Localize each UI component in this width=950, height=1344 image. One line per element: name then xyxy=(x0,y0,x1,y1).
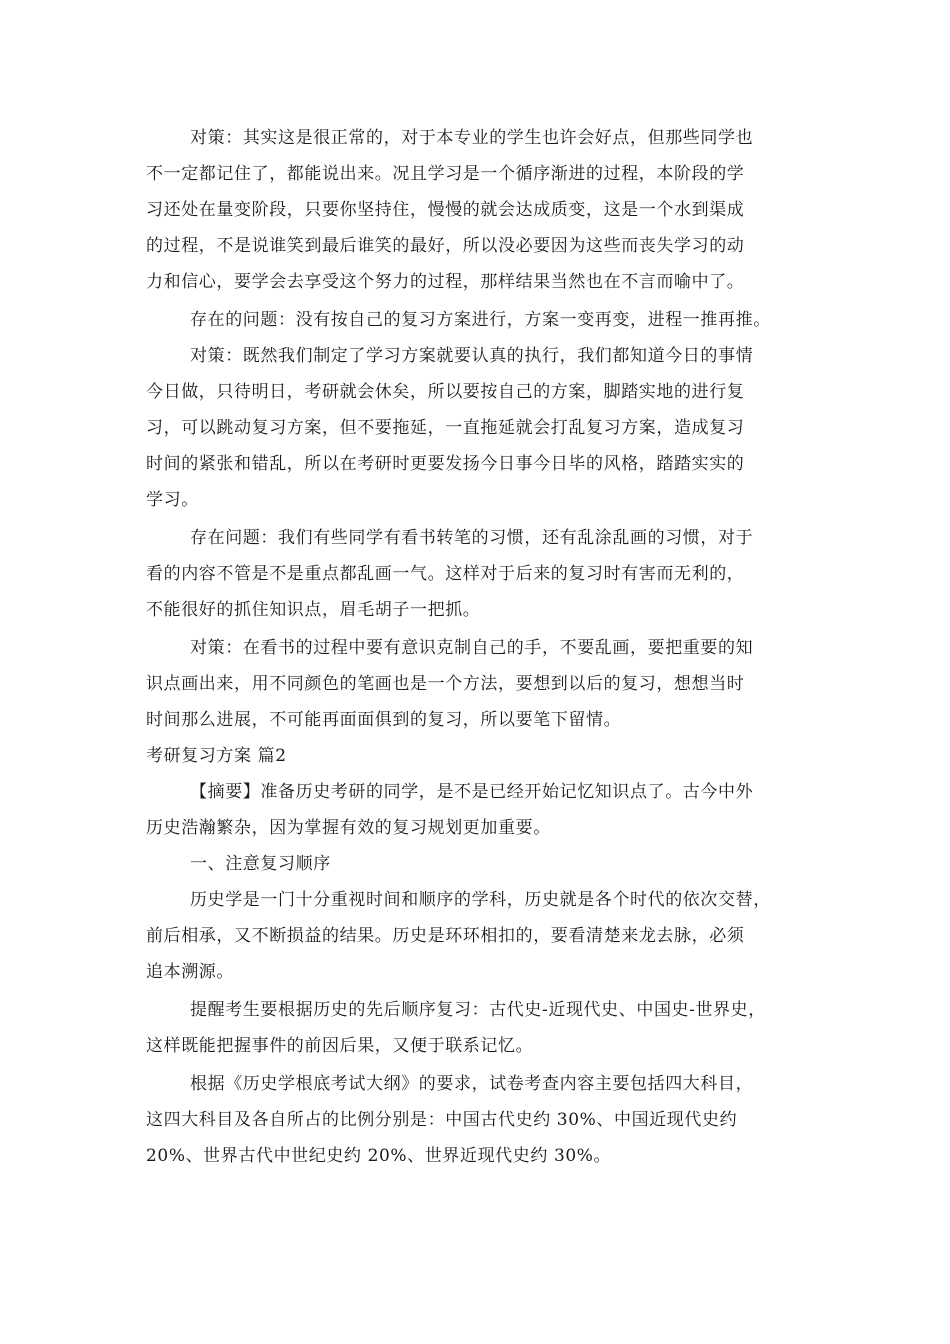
text-line: 今日做，只待明日，考研就会休矣，所以要按自己的方案，脚踏实地的进行复 xyxy=(146,382,745,402)
text-line: 时间的紧张和错乱，所以在考研时更要发扬今日事今日毕的风格，踏踏实实的 xyxy=(146,454,745,474)
text-line: 前后相承，又不断损益的结果。历史是环环相扣的，要看清楚来龙去脉，必须 xyxy=(146,926,745,946)
text-line: 提醒考生要根据历史的先后顺序复习：古代史-近现代史、中国史-世界史， xyxy=(190,1000,766,1020)
section-heading: 考研复习方案 篇2 xyxy=(146,746,287,766)
text-line: 对策：其实这是很正常的，对于本专业的学生也许会好点，但那些同学也 xyxy=(190,128,754,148)
text-line: 识点画出来，用不同颜色的笔画也是一个方法，要想到以后的复习，想想当时 xyxy=(146,674,745,694)
text-line: 的过程，不是说谁笑到最后谁笑的最好，所以没必要因为这些而丧失学习的动 xyxy=(146,236,745,256)
text-line: 不一定都记住了，都能说出来。况且学习是一个循序渐进的过程，本阶段的学 xyxy=(146,164,745,184)
text-line: 20%、世界古代中世纪史约 20%、世界近现代史约 30%。 xyxy=(146,1146,612,1166)
text-line: 对策：在看书的过程中要有意识克制自己的手，不要乱画，要把重要的知 xyxy=(190,638,754,658)
text-line: 力和信心，要学会去享受这个努力的过程，那样结果当然也在不言而喻中了。 xyxy=(146,272,745,292)
text-line: 历史浩瀚繁杂，因为掌握有效的复习规划更加重要。 xyxy=(146,818,551,838)
subheading: 一、注意复习顺序 xyxy=(190,854,331,874)
text-line: 不能很好的抓住知识点，眉毛胡子一把抓。 xyxy=(146,600,481,620)
text-line: 习还处在量变阶段，只要你坚持住，慢慢的就会达成质变，这是一个水到渠成 xyxy=(146,200,745,220)
text-line: 对策：既然我们制定了学习方案就要认真的执行，我们都知道今日的事情 xyxy=(190,346,754,366)
text-line: 看的内容不管是不是重点都乱画一气。这样对于后来的复习时有害而无利的， xyxy=(146,564,745,584)
text-line: 学习。 xyxy=(146,490,199,510)
text-line: 存在的问题：没有按自己的复习方案进行，方案一变再变，进程一推再推。 xyxy=(190,310,771,330)
text-line: 追本溯源。 xyxy=(146,962,234,982)
text-line: 时间那么进展，不可能再面面俱到的复习，所以要笔下留情。 xyxy=(146,710,622,730)
text-line: 根据《历史学根底考试大纲》的要求，试卷考查内容主要包括四大科目， xyxy=(190,1074,754,1094)
text-line: 这样既能把握事件的前因后果，又便于联系记忆。 xyxy=(146,1036,534,1056)
text-line: 历史学是一门十分重视时间和顺序的学科，历史就是各个时代的依次交替， xyxy=(190,890,771,910)
text-line: 习，可以跳动复习方案，但不要拖延，一直拖延就会打乱复习方案，造成复习 xyxy=(146,418,745,438)
text-line: 这四大科目及各自所占的比例分别是：中国古代史约 30%、中国近现代史约 xyxy=(146,1110,738,1130)
text-line: 【摘要】准备历史考研的同学，是不是已经开始记忆知识点了。古今中外 xyxy=(190,782,754,802)
text-line: 存在问题：我们有些同学有看书转笔的习惯，还有乱涂乱画的习惯，对于 xyxy=(190,528,754,548)
